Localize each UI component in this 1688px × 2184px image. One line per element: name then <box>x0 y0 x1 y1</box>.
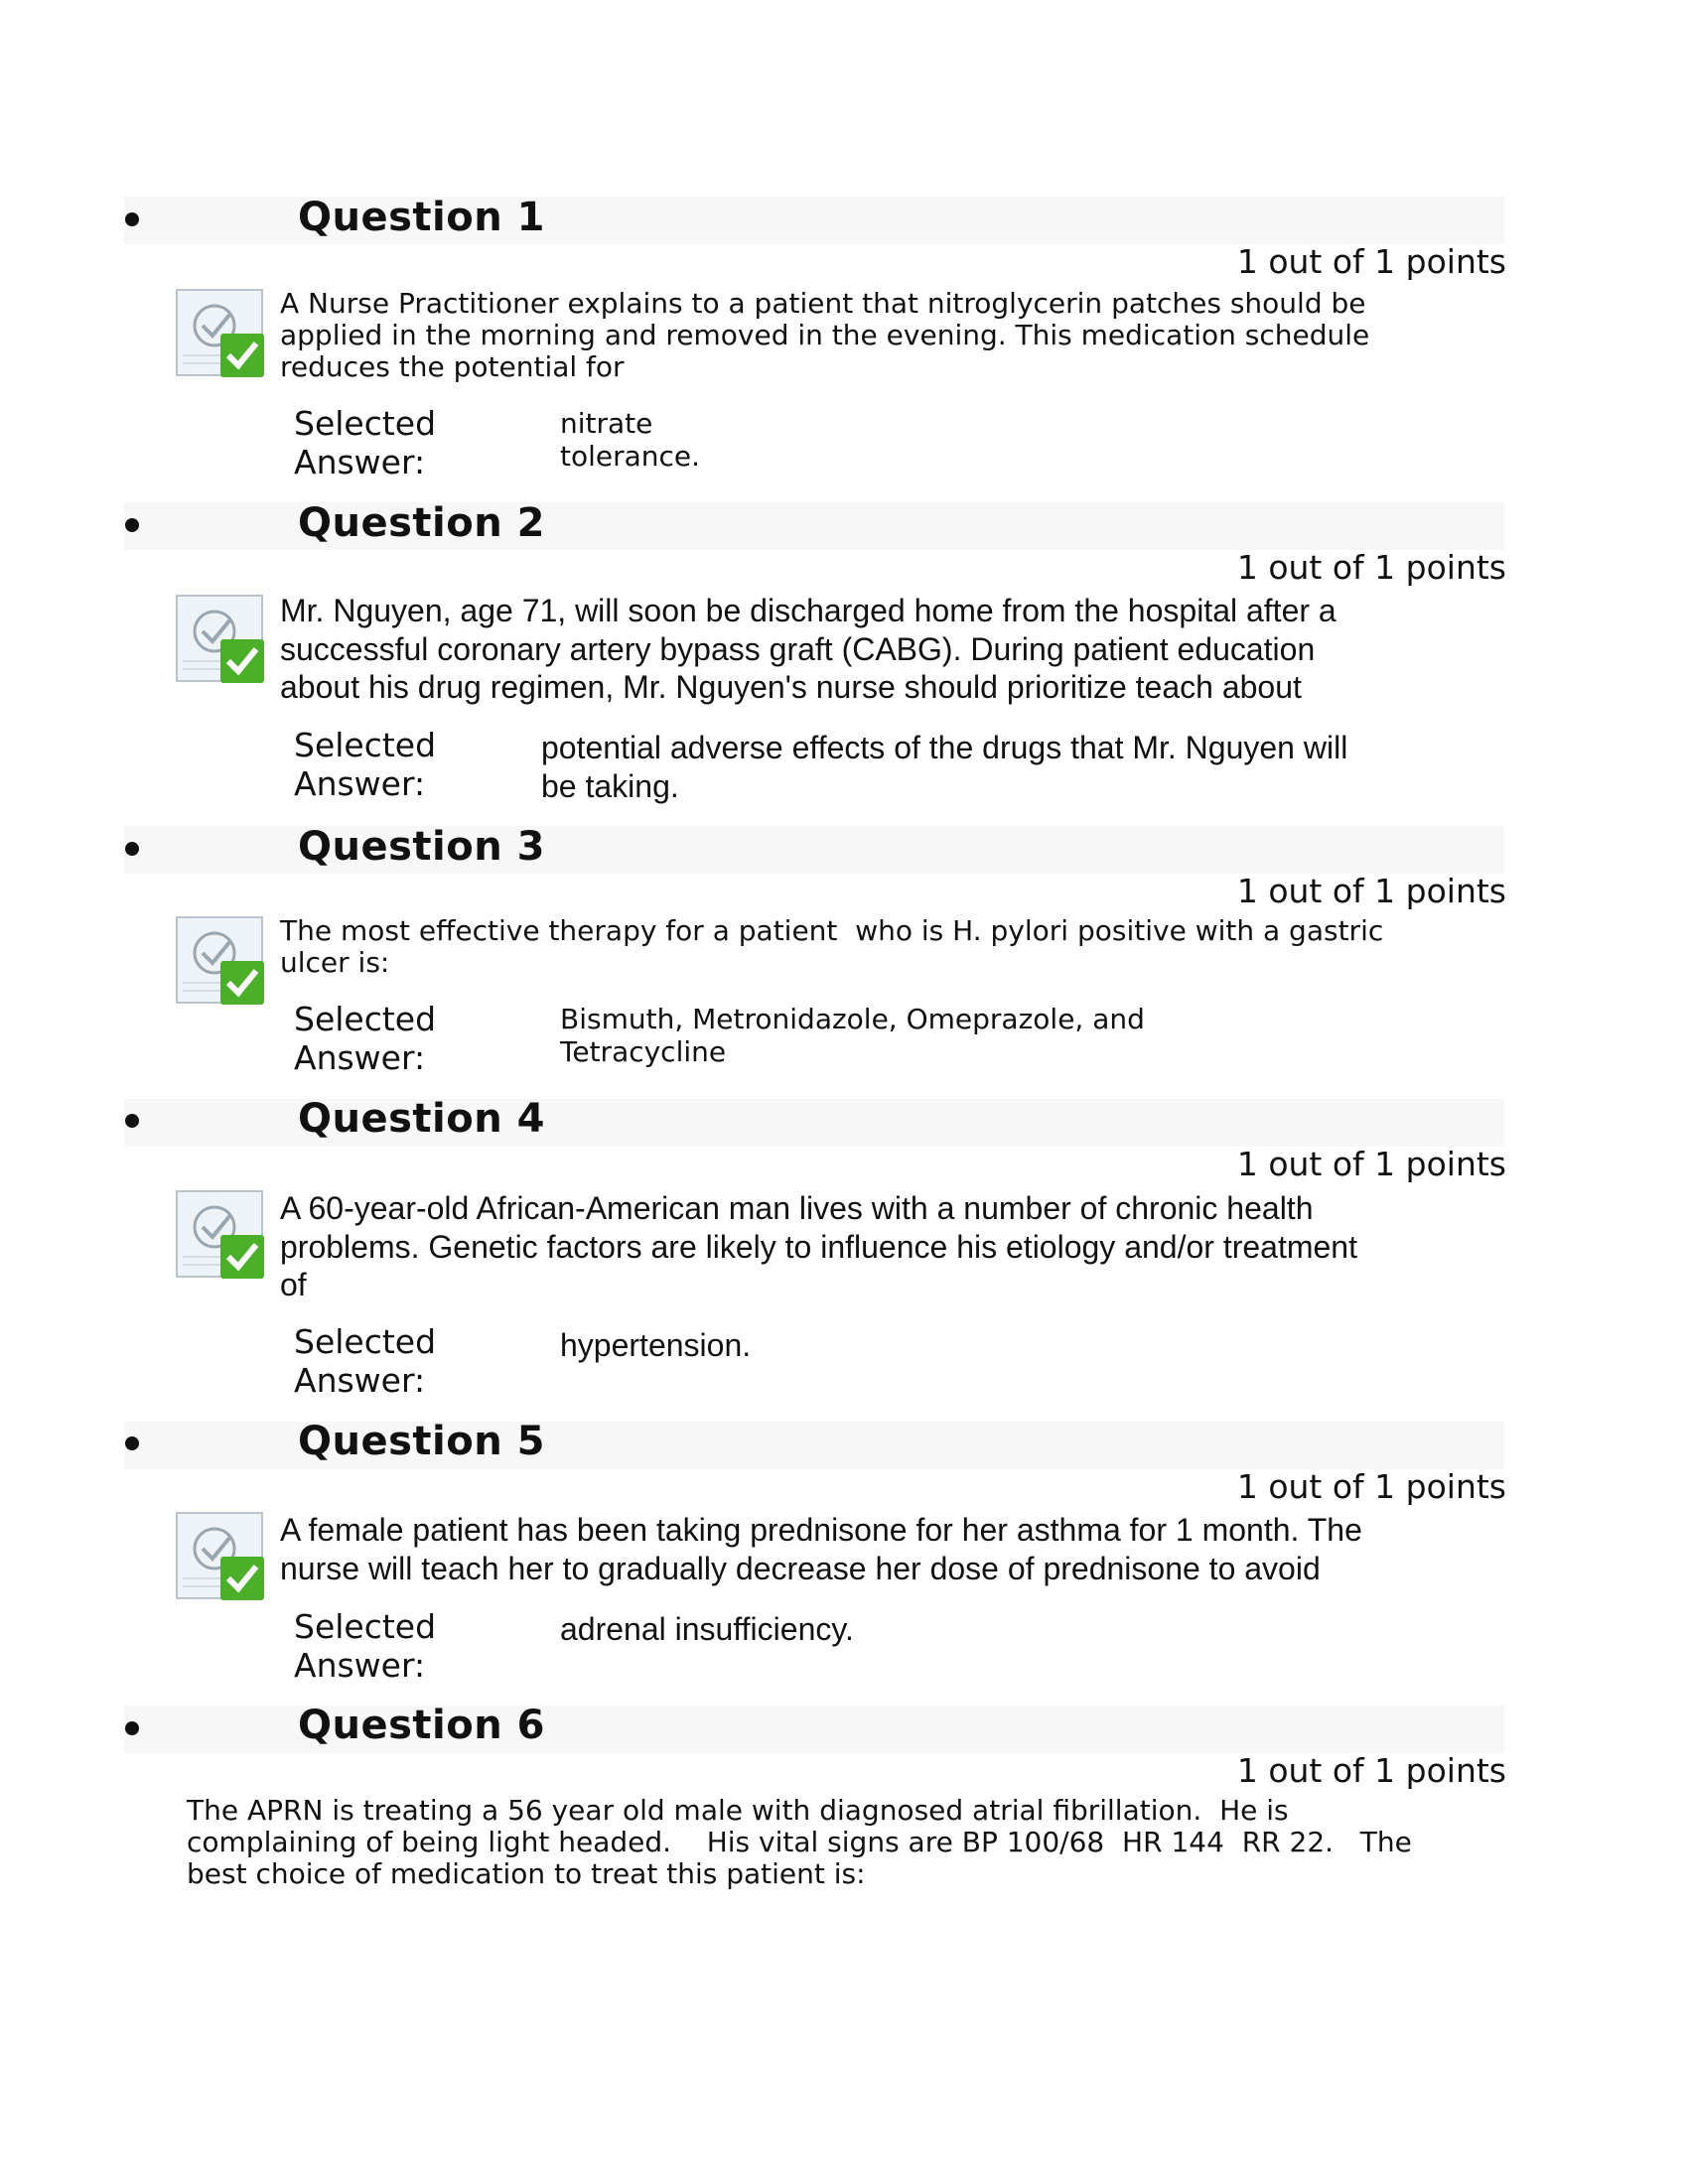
correct-check-icon <box>175 288 266 379</box>
selected-answer-label: Selected Answer: <box>294 404 437 481</box>
bullet-icon <box>125 1436 139 1450</box>
question-text: The APRN is treating a 56 year old male with diagnosed atrial fibrillation. He is complaining of being light headed. His vital signs are BP 100/68 HR 144 RR 22. The best choice of medication to treat this patient is: <box>187 1794 1412 1890</box>
question-text: A female patient has been taking prednisone for her asthma for 1 month. The nurse will teach her to gradually decrease her dose of prednisone to avoid <box>280 1512 1362 1586</box>
question-title: Question 3 <box>298 824 545 870</box>
bullet-icon <box>125 518 139 532</box>
selected-answer-label: Selected Answer: <box>294 1322 437 1400</box>
question-title: Question 1 <box>298 195 545 240</box>
question-text: A 60-year-old African-American man lives with a number of chronic health problems. Genetic factors are likely to influence his etiology and/or treatment of <box>280 1190 1357 1302</box>
selected-answer-value: potential adverse effects of the drugs that Mr. Nguyen will be taking. <box>541 730 1348 804</box>
selected-answer-label: Selected Answer: <box>294 726 437 803</box>
selected-answer-label: Selected Answer: <box>294 1000 437 1077</box>
correct-check-icon <box>175 1189 266 1281</box>
question-text: A Nurse Practitioner explains to a patient that nitroglycerin patches should be applied in the morning and removed in the evening. This medication schedule reduces the potential for <box>280 287 1370 383</box>
selected-answer-value: nitrate tolerance. <box>560 407 701 473</box>
question-text: The most effective therapy for a patient who is H. pylori positive with a gastric ulcer is: <box>280 914 1384 979</box>
question-points: 1 out of 1 points <box>1236 1467 1506 1506</box>
bullet-icon <box>125 842 139 856</box>
selected-answer-value: Bismuth, Metronidazole, Omeprazole, and Tetracycline <box>560 1003 1145 1068</box>
bullet-icon <box>125 1114 139 1128</box>
question-points: 1 out of 1 points <box>1236 872 1506 910</box>
correct-check-icon <box>175 594 266 685</box>
selected-answer-value: hypertension. <box>560 1327 752 1363</box>
question-title: Question 5 <box>298 1419 545 1464</box>
correct-check-icon <box>175 1511 266 1602</box>
correct-check-icon <box>175 915 266 1007</box>
question-title: Question 2 <box>298 500 545 546</box>
selected-answer-label: Selected Answer: <box>294 1607 437 1685</box>
question-points: 1 out of 1 points <box>1236 242 1506 281</box>
question-points: 1 out of 1 points <box>1236 1145 1506 1183</box>
selected-answer-value: adrenal insufficiency. <box>560 1611 854 1647</box>
question-points: 1 out of 1 points <box>1236 1751 1506 1790</box>
bullet-icon <box>125 212 139 226</box>
question-title: Question 6 <box>298 1703 545 1748</box>
question-text: Mr. Nguyen, age 71, will soon be discharged home from the hospital after a successful coronary artery bypass graft (CABG). During patient education about his drug regimen, Mr. Nguyen's nurse should prioritize teach about <box>280 593 1336 705</box>
question-title: Question 4 <box>298 1096 545 1142</box>
bullet-icon <box>125 1721 139 1735</box>
question-points: 1 out of 1 points <box>1236 548 1506 587</box>
